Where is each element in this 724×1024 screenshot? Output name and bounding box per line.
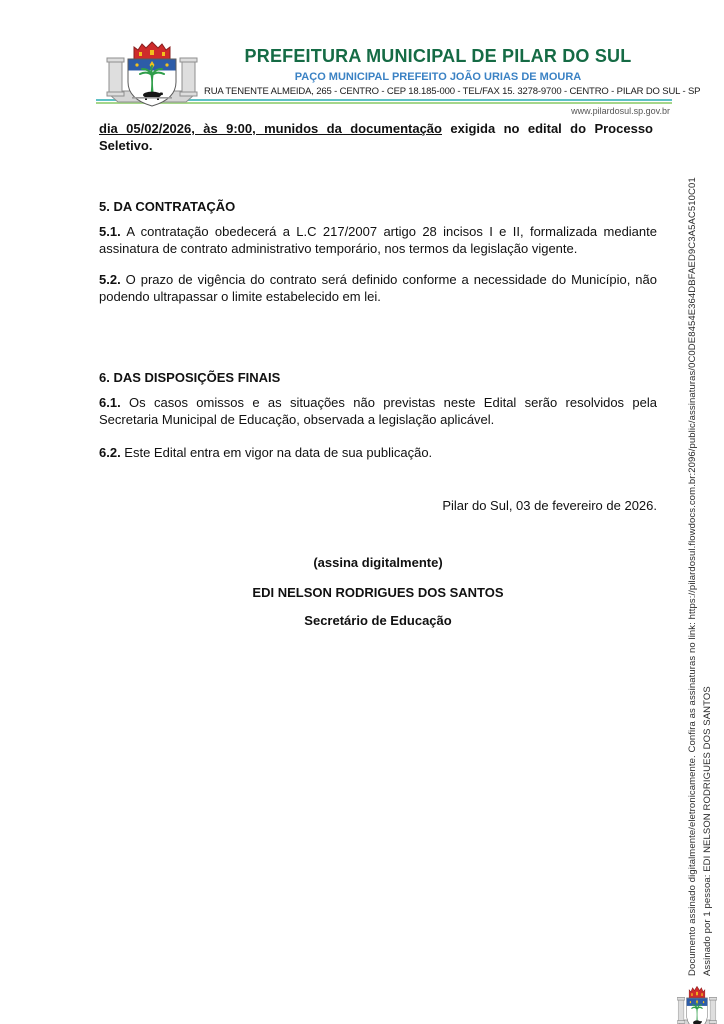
clause-5-1 (99, 223, 657, 257)
clause-6-2-text: Este Edital entra em vigor na data de sua publicação. (120, 445, 433, 460)
intro-paragraph (99, 120, 653, 154)
footer-coat-of-arms-logo (676, 985, 718, 1024)
website-url: www.pilardosul.sp.gov.br (571, 106, 670, 116)
signer-role: Secretário de Educação (304, 613, 452, 628)
clause-6-2 (99, 444, 657, 461)
intro-underlined-text: dia 05/02/2026, às 9:00, munidos da documentação (99, 121, 442, 136)
signer-name: EDI NELSON RODRIGUES DOS SANTOS (252, 585, 504, 600)
clause-5-2-number: 5.2. (99, 272, 121, 287)
clause-6-1-number: 6.1. (99, 395, 121, 410)
palace-subtitle: PAÇO MUNICIPAL PREFEITO JOÃO URIAS DE MOURA (294, 71, 582, 83)
section-6-heading: 6. DAS DISPOSIÇÕES FINAIS (99, 370, 281, 385)
intro-rest-text: exigida no edital do Processo Seletivo. (99, 121, 653, 153)
digital-signature-note: (assina digitalmente) (313, 555, 443, 570)
document-body (99, 120, 657, 629)
clause-5-2-text: O prazo de vigência do contrato será definido conforme a necessidade do Município, não podendo ultrapassar o limite estabelecido em lei. (99, 272, 657, 304)
address-line: RUA TENENTE ALMEIDA, 265 - CENTRO - CEP 18.185-000 - TEL/FAX 15. 3278-9700 - CENTRO - PILAR DO SUL - SP (204, 86, 701, 97)
clause-6-2-number: 6.2. (99, 445, 121, 460)
clause-6-1-text: Os casos omissos e as situações não previstas neste Edital serão resolvidos pela Secretaria Municipal de Educação, observada a legislação aplicável. (99, 395, 657, 427)
date-place-line: Pilar do Sul, 03 de fevereiro de 2026. (442, 498, 657, 513)
letterhead (96, 38, 701, 118)
clause-5-1-number: 5.1. (99, 224, 121, 239)
coat-of-arms-logo (104, 40, 200, 110)
section-5-heading: 5. DA CONTRATAÇÃO (99, 199, 236, 214)
clause-5-2 (99, 271, 657, 305)
signature-stamp-signed-by: Assinado por 1 pessoa: EDI NELSON RODRIGUES DOS SANTOS (702, 686, 713, 976)
clause-6-1 (99, 394, 657, 428)
clause-5-1-text: A contratação obedecerá a L.C 217/2007 artigo 28 incisos I e II, formalizada mediante assinatura de contrato administrativo temporário, nos termos da legislação vigente. (99, 224, 657, 256)
signature-stamp-verification-link: Documento assinado digitalmente/eletronicamente. Confira as assinaturas no link: https://pilardosul.flowdocs.com.br:2096/public/assinaturas/0C0DE8454E364DBFAED9C3A5AC510C01 (687, 177, 698, 976)
municipality-title: PREFEITURA MUNICIPAL DE PILAR DO SUL (244, 46, 632, 66)
